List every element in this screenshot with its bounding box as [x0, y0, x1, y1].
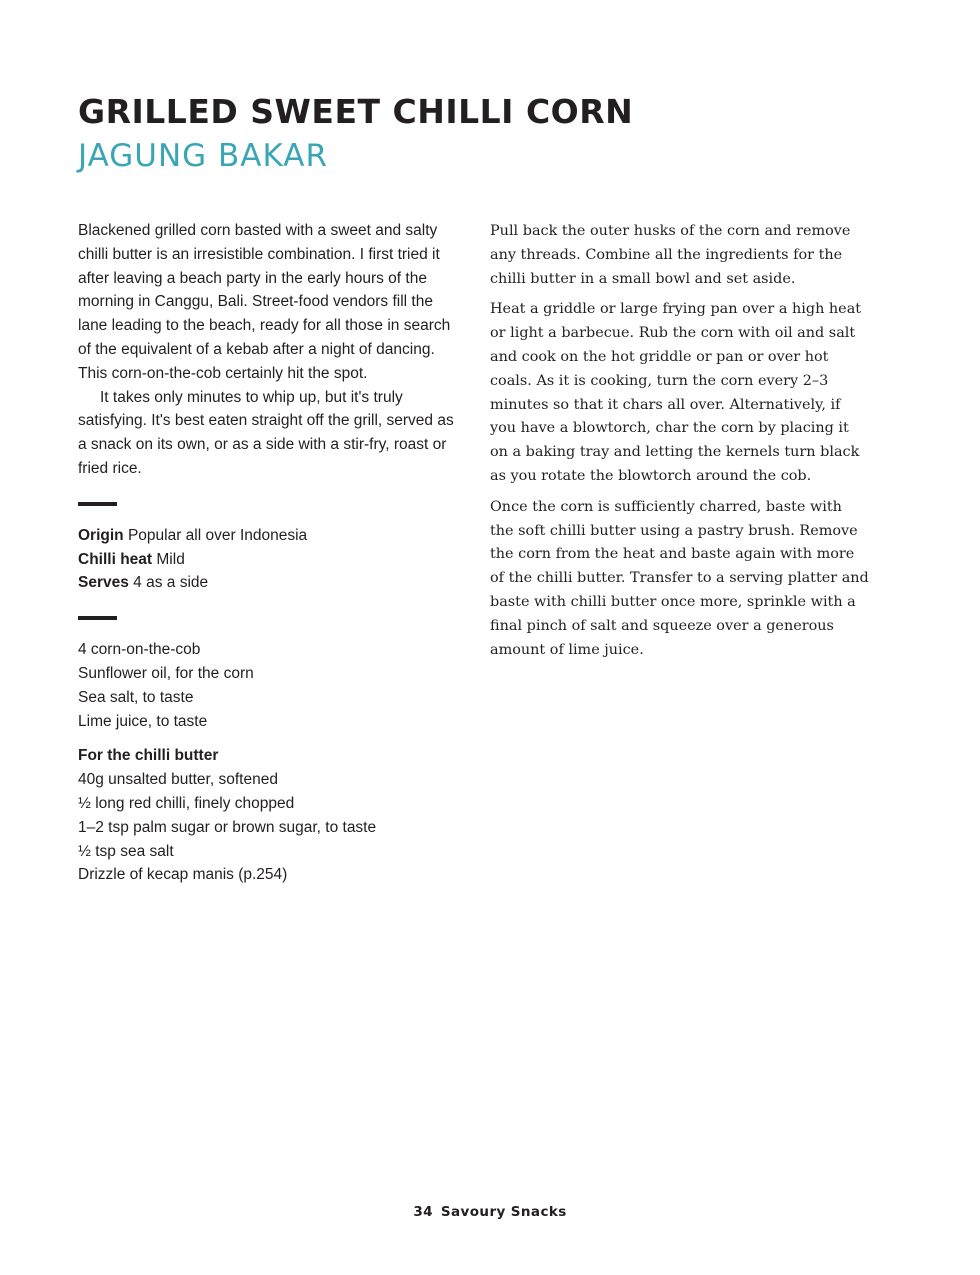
- meta-heat: [78, 548, 458, 572]
- ingredient-item: Drizzle of kecap manis (p.254): [78, 866, 288, 884]
- section-divider: [78, 616, 117, 620]
- ingredient-item: ½ long red chilli, finely chopped: [78, 794, 295, 812]
- ingredient-item: Sea salt, to taste: [78, 688, 194, 706]
- meta-origin-value: Popular all over Indonesia: [127, 526, 308, 544]
- ingredient-item: 1–2 tsp palm sugar or brown sugar, to taste: [78, 818, 377, 836]
- ingredient-item: Sunflower oil, for the corn: [78, 664, 254, 682]
- intro-paragraph-1: Blackened grilled corn basted with a sweet and salty chilli butter is an irresistible combination. I first tried it after leaving a beach party in the early hours of the morning in Canggu, Bali. Street-food vendors fill the lane leading to the beach, ready for all those in search of the equivalent of a kebab after a night of dancing. This corn-on-the-cob certainly hit the spot.: [78, 222, 451, 382]
- meta-serves-value: 4 as a side: [133, 574, 209, 592]
- method-step-3: Once the corn is sufficiently charred, baste with the soft chilli butter using a pastry brush. Remove the corn from the heat and baste again with more of the chilli butter. Transfer to a serving platter and baste with chilli butter once more, sprinkle with a final pinch of salt and squeeze over a generous amount of lime juice.: [490, 498, 869, 658]
- recipe-title: GRILLED SWEET CHILLI CORN: [78, 92, 634, 132]
- method-step-2: Heat a griddle or large frying pan over a high heat or light a barbecue. Rub the corn with oil and salt and cook on the hot griddle or pan or over hot coals. As it is cooking, turn the corn every 2–3 minutes so that it chars all over. Alternatively, if you have a blowtorch, char the corn by placing it on a baking tray and letting the kernels turn black as you rotate the blowtorch around the cob.: [490, 301, 862, 484]
- meta-heat-label: Chilli heat: [78, 550, 153, 568]
- method-column: [490, 220, 870, 669]
- ingredient-list-main: [78, 638, 458, 733]
- page-number: 34: [413, 1204, 433, 1220]
- meta-serves: [78, 571, 458, 595]
- ingredient-item: Lime juice, to taste: [78, 712, 208, 730]
- meta-heat-value: Mild: [156, 550, 185, 568]
- recipe-meta: [78, 524, 458, 595]
- chilli-butter-heading: For the chilli butter: [78, 747, 219, 765]
- meta-origin: [78, 524, 458, 548]
- page-footer: [0, 1204, 980, 1220]
- recipe-subtitle: JAGUNG BAKAR: [78, 137, 329, 174]
- meta-origin-label: Origin: [78, 526, 124, 544]
- method-step-1: Pull back the outer husks of the corn and remove any threads. Combine all the ingredients for the chilli butter in a small bowl and set aside.: [490, 223, 851, 287]
- section-divider: [78, 502, 117, 506]
- ingredient-list-butter: [78, 768, 458, 887]
- intro-paragraph-2: It takes only minutes to whip up, but it's truly satisfying. It's best eaten straight off the grill, served as a snack on its own, or as a side with a stir-fry, roast or fried rice.: [78, 388, 454, 477]
- ingredient-item: 4 corn-on-the-cob: [78, 641, 201, 659]
- ingredient-item: 40g unsalted butter, softened: [78, 771, 278, 789]
- section-name: Savoury Snacks: [440, 1204, 567, 1220]
- meta-serves-label: Serves: [78, 574, 129, 592]
- ingredient-item: ½ tsp sea salt: [78, 842, 174, 860]
- left-column: [78, 219, 458, 887]
